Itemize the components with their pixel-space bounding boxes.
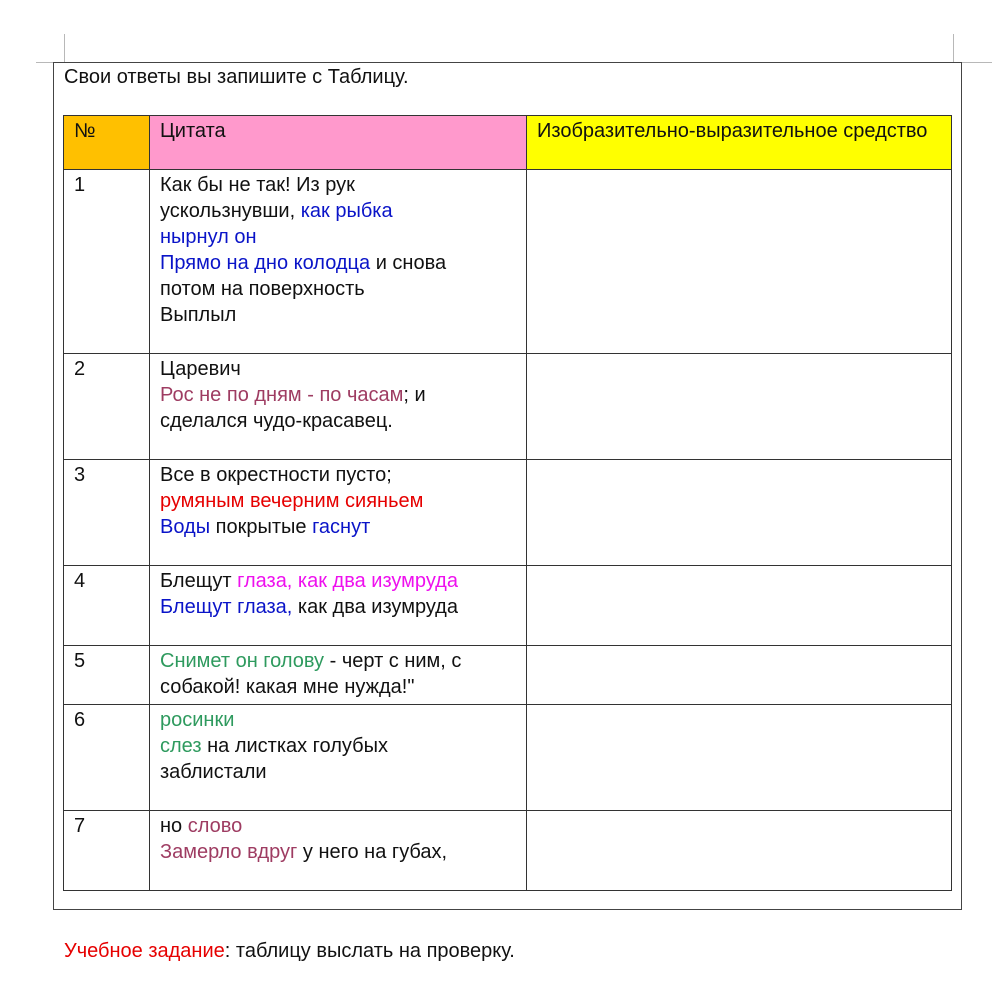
quote-line xyxy=(160,488,516,514)
highlighted-fragment: Рос не по дням - по часам xyxy=(160,384,404,406)
device-answer-cell[interactable] xyxy=(527,170,952,354)
quote-fragment: у него на губах, xyxy=(297,841,448,863)
quote-fragment: заблистали xyxy=(160,761,267,783)
header-quote: Цитата xyxy=(150,116,527,170)
highlighted-fragment: слово xyxy=(187,815,243,837)
highlighted-fragment: Воды xyxy=(160,516,211,538)
highlighted-fragment: гаснут xyxy=(312,516,371,538)
quote-line xyxy=(160,408,516,434)
corner-mark-right-vertical xyxy=(953,34,954,62)
quote-cell xyxy=(150,705,527,811)
highlighted-fragment: Снимет он голову xyxy=(160,650,325,672)
quote-cell xyxy=(150,646,527,705)
quote-line xyxy=(160,839,516,865)
quote-cell xyxy=(150,811,527,891)
quote-line xyxy=(160,568,516,594)
quote-line xyxy=(160,224,516,250)
highlighted-fragment: Замерло вдруг xyxy=(160,841,298,863)
quote-fragment: и снова xyxy=(370,252,447,274)
table-row xyxy=(64,566,952,646)
quote-line xyxy=(160,172,516,198)
row-number: 6 xyxy=(64,705,150,811)
row-number: 2 xyxy=(64,354,150,460)
quotes-table xyxy=(63,115,952,891)
quote-fragment: на листках голубых xyxy=(201,735,388,757)
row-number: 7 xyxy=(64,811,150,891)
table-row xyxy=(64,705,952,811)
quote-fragment: Все в окрестности пусто; xyxy=(160,464,392,486)
quote-line xyxy=(160,302,516,328)
highlighted-fragment: глаза, как два изумруда xyxy=(237,570,458,592)
quote-fragment: но xyxy=(160,815,188,837)
quote-fragment: ускользнувши, xyxy=(160,200,301,222)
quote-line xyxy=(160,707,516,733)
device-answer-cell[interactable] xyxy=(527,354,952,460)
quote-line xyxy=(160,813,516,839)
quote-fragment: Царевич xyxy=(160,358,241,380)
quote-cell xyxy=(150,170,527,354)
quote-fragment: Как бы не так! Из рук xyxy=(160,174,355,196)
corner-mark-left-vertical xyxy=(64,34,65,62)
highlighted-fragment: слез xyxy=(160,735,202,757)
quote-line xyxy=(160,594,516,620)
quote-fragment: потом на поверхность xyxy=(160,278,365,300)
quote-line xyxy=(160,356,516,382)
quote-line xyxy=(160,733,516,759)
quote-line xyxy=(160,382,516,408)
header-number: № xyxy=(64,116,150,170)
table-row xyxy=(64,170,952,354)
quote-line xyxy=(160,462,516,488)
highlighted-fragment: росинки xyxy=(160,709,235,731)
quote-fragment: собакой! какая мне нужда!" xyxy=(160,676,415,698)
table-row xyxy=(64,811,952,891)
highlighted-fragment: как рыбка xyxy=(300,200,393,222)
header-row xyxy=(64,116,952,170)
table-row xyxy=(64,460,952,566)
quote-line xyxy=(160,648,516,674)
table-row xyxy=(64,354,952,460)
quote-cell xyxy=(150,460,527,566)
quote-line xyxy=(160,674,516,700)
row-number: 4 xyxy=(64,566,150,646)
quote-fragment: - черт с ним, с xyxy=(324,650,462,672)
intro-text: Свои ответы вы запишите с Таблицу. xyxy=(64,66,409,88)
quote-cell xyxy=(150,354,527,460)
quote-line xyxy=(160,198,516,224)
quote-line xyxy=(160,276,516,302)
quote-line xyxy=(160,514,516,540)
device-answer-cell[interactable] xyxy=(527,460,952,566)
quote-fragment: покрытые xyxy=(210,516,313,538)
row-number: 1 xyxy=(64,170,150,354)
highlighted-fragment: Прямо на дно колодца xyxy=(160,252,371,274)
row-number: 3 xyxy=(64,460,150,566)
quote-fragment: сделался чудо-красавец. xyxy=(160,410,393,432)
device-answer-cell[interactable] xyxy=(527,646,952,705)
device-answer-cell[interactable] xyxy=(527,811,952,891)
quote-fragment: как два изумруда xyxy=(292,596,458,618)
quote-fragment: Блещут xyxy=(160,570,238,592)
quote-line xyxy=(160,759,516,785)
highlighted-fragment: Блещут глаза, xyxy=(160,596,293,618)
header-device: Изобразительно-выразительное средство xyxy=(527,116,952,170)
footer-text: : таблицу выслать на проверку. xyxy=(224,940,515,962)
quote-cell xyxy=(150,566,527,646)
row-number: 5 xyxy=(64,646,150,705)
device-answer-cell[interactable] xyxy=(527,705,952,811)
highlighted-fragment: нырнул он xyxy=(160,226,257,248)
footer-assignment xyxy=(64,938,515,964)
quote-fragment: Выплыл xyxy=(160,304,237,326)
footer-label: Учебное задание xyxy=(64,940,225,962)
device-answer-cell[interactable] xyxy=(527,566,952,646)
highlighted-fragment: румяным вечерним сияньем xyxy=(160,490,424,512)
table-row xyxy=(64,646,952,705)
quote-line xyxy=(160,250,516,276)
quote-fragment: ; и xyxy=(403,384,426,406)
